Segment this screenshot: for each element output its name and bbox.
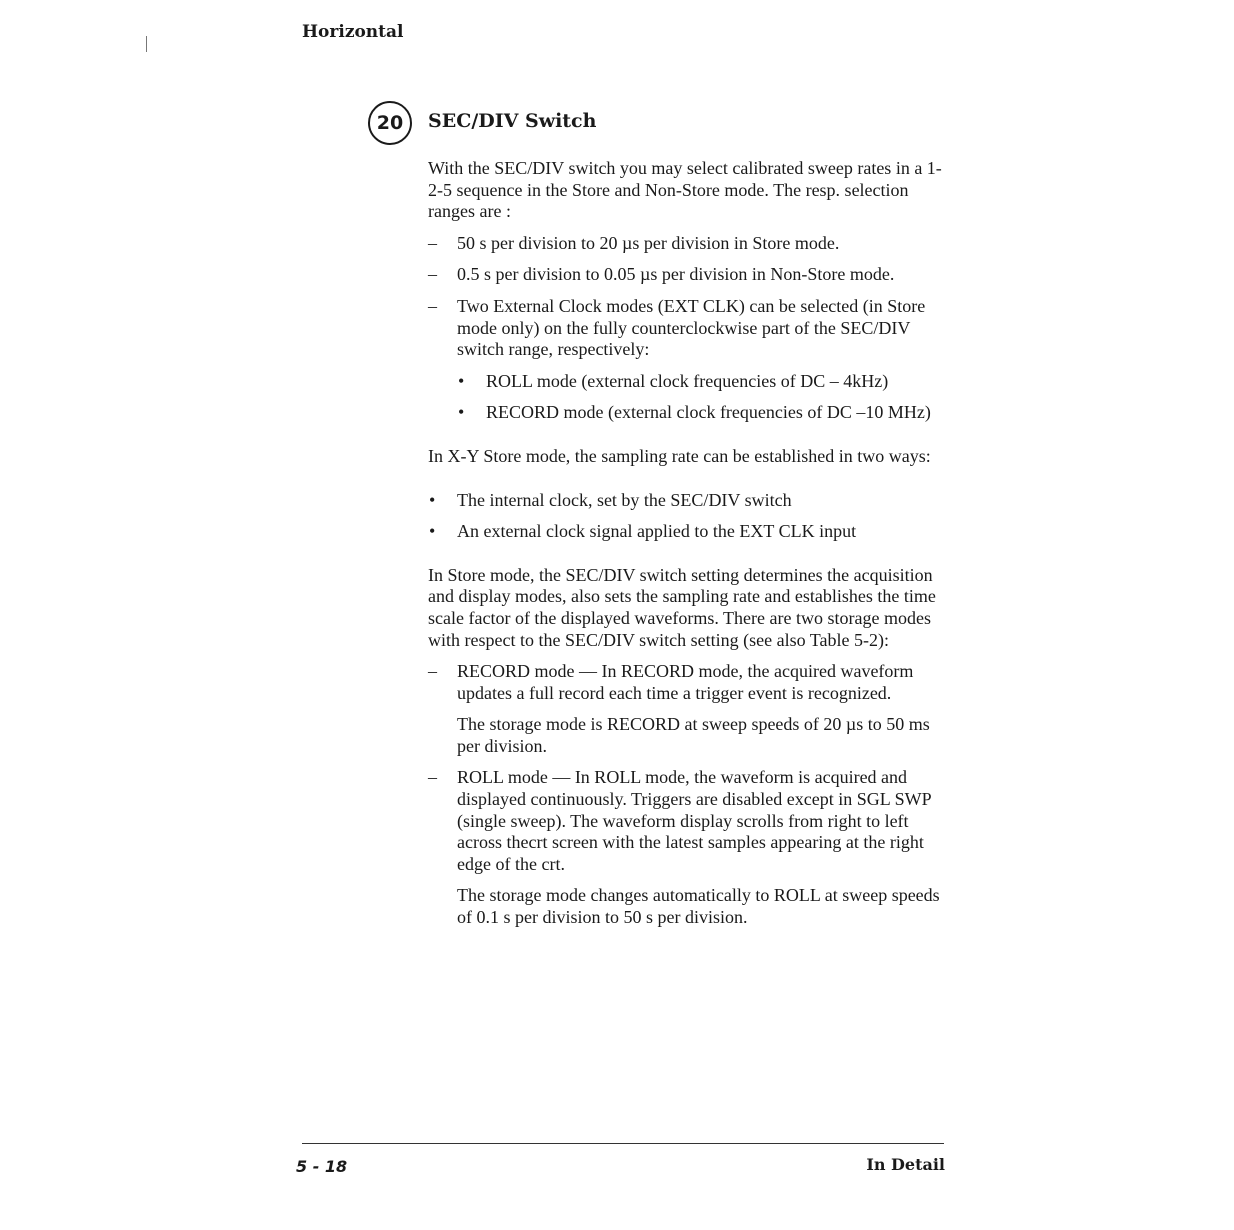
item-body [428,158,948,929]
range-item-store: – 50 s per division to 20 µs per division in Store mode. [428,233,948,255]
ext-clk-record-mode: • RECORD mode (external clock frequencies of DC –10 MHz) [428,402,948,424]
item-title: SEC/DIV Switch [428,110,597,132]
range-item-non-store: – 0.5 s per division to 0.05 µs per division in Non-Store mode. [428,264,948,286]
record-mode-item: – RECORD mode — In RECORD mode, the acquired waveform updates a full record each time a trigger event is recognized. [428,661,948,704]
range-item-ext-clk: – Two External Clock modes (EXT CLK) can be selected (in Store mode only) on the fully counterclockwise part of the SEC/DIV switch range, respectively: [428,296,948,361]
intro-paragraph: With the SEC/DIV switch you may select calibrated sweep rates in a 1-2-5 sequence in the Store and Non-Store mode. The resp. selection ranges are : [428,158,942,222]
xy-way-internal: • The internal clock, set by the SEC/DIV switch [428,490,948,512]
roll-mode-item: – ROLL mode — In ROLL mode, the waveform is acquired and displayed continuously. Triggers are disabled except in SGL SWP (single sweep). The waveform display scrolls from right to left across thecrt screen with the latest samples appearing at the right edge of the crt. [428,767,948,875]
xy-way-external: • An external clock signal applied to the EXT CLK input [428,521,948,543]
item-number: 20 [376,112,404,134]
xy-intro-paragraph: In X-Y Store mode, the sampling rate can be established in two ways: [428,445,931,466]
record-mode-note: The storage mode is RECORD at sweep speeds of 20 µs to 50 ms per division. [457,714,930,756]
store-mode-paragraph: In Store mode, the SEC/DIV switch setting determines the acquisition and display modes, also sets the sampling rate and establishes the time scale factor of the displayed waveforms. There are two storage modes with respect to the SEC/DIV switch setting (see also Table 5-2): [428,564,936,650]
footer-rule [302,1143,944,1144]
page-number: 5 - 18 [296,1157,348,1176]
roll-mode-note: The storage mode changes automatically to ROLL at sweep speeds of 0.1 s per division to 50 s per division. [457,885,940,928]
item-number-badge [368,101,412,145]
margin-mark [146,36,147,52]
section-header: Horizontal [302,22,404,42]
footer-chapter-label: In Detail [866,1155,945,1174]
ext-clk-roll-mode: • ROLL mode (external clock frequencies of DC – 4kHz) [428,371,948,393]
